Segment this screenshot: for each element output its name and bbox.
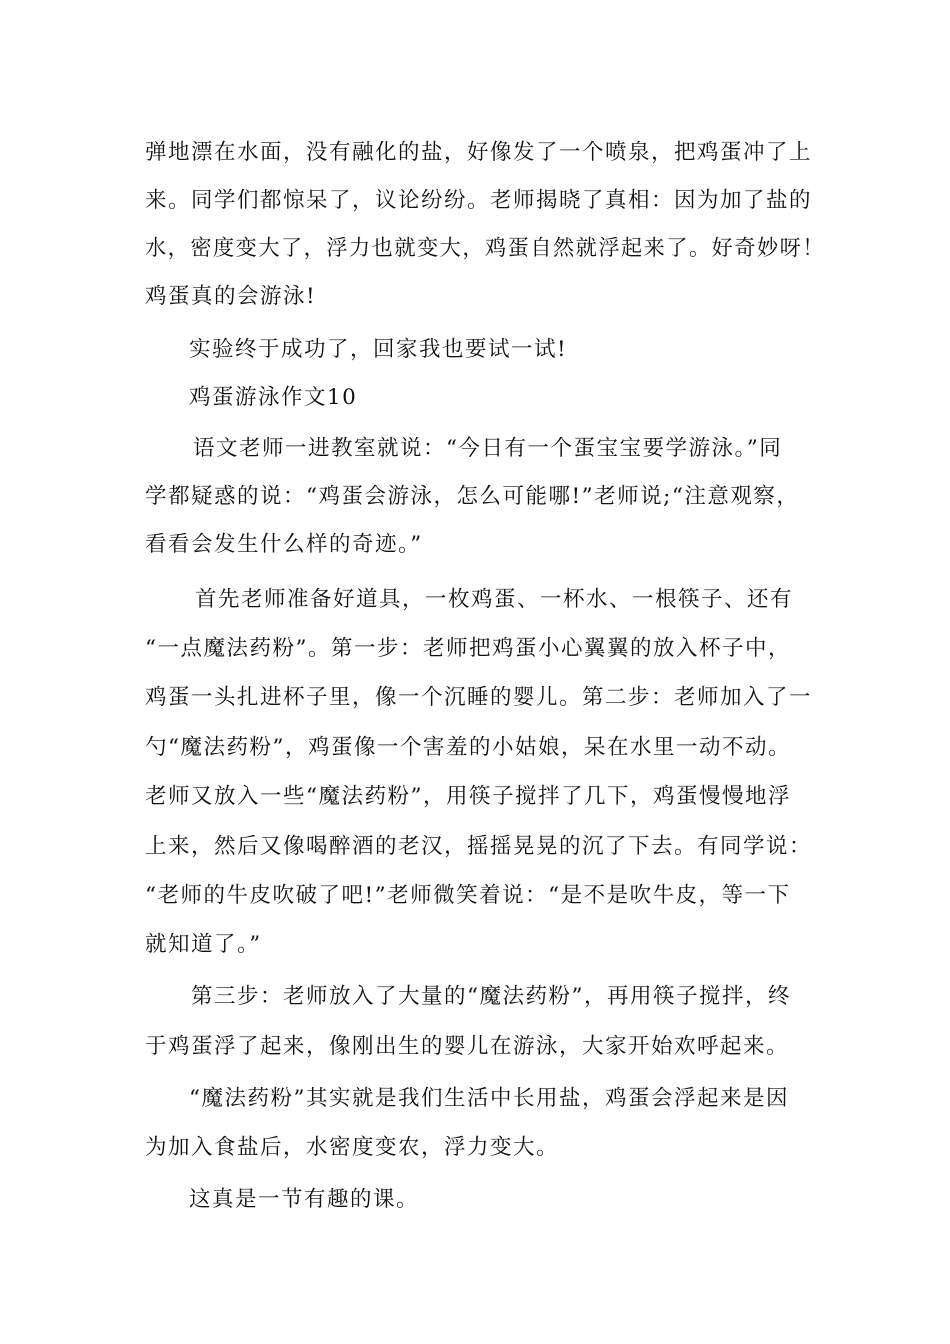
text-line: 第三步：老师放入了大量的“魔法药粉”，再用筷子搅拌，终 bbox=[191, 984, 791, 1009]
text-line: 于鸡蛋浮了起来，像刚出生的婴儿在游泳，大家开始欢呼起来。 bbox=[145, 1034, 790, 1059]
text-line: 水，密度变大了，浮力也就变大，鸡蛋自然就浮起来了。好奇妙呀！ bbox=[145, 236, 826, 261]
text-line: 为加入食盐后，水密度变农，浮力变大。 bbox=[145, 1135, 560, 1160]
text-line: 学都疑惑的说：“鸡蛋会游泳，怎么可能哪!”老师说;“注意观察， bbox=[145, 484, 800, 509]
text-line: 首先老师准备好道具，一枚鸡蛋、一杯水、一根筷子、还有 bbox=[195, 587, 794, 612]
text-line: 上来，然后又像喝醉酒的老汉，摇摇晃晃的沉了下去。有同学说： bbox=[145, 834, 813, 859]
text-line: 勺“魔法药粉”，鸡蛋像一个害羞的小姑娘，呆在水里一动不动。 bbox=[145, 735, 791, 760]
text-line: 语文老师一进教室就说：“今日有一个蛋宝宝要学游泳。”同 bbox=[193, 436, 783, 461]
text-line: 这真是一节有趣的课。 bbox=[189, 1187, 420, 1212]
text-line: “魔法药粉”其实就是我们生活中长用盐，鸡蛋会浮起来是因 bbox=[189, 1086, 789, 1111]
text-line: 实验终于成功了，回家我也要试一试! bbox=[189, 337, 568, 362]
text-line: “老师的牛皮吹破了吧!”老师微笑着说：“是不是吹牛皮，等一下 bbox=[145, 883, 791, 908]
text-line: “一点魔法药粉”。第一步：老师把鸡蛋小心翼翼的放入杯子中， bbox=[145, 636, 791, 661]
text-line: 弹地漂在水面，没有融化的盐，好像发了一个喷泉，把鸡蛋冲了上 bbox=[145, 140, 813, 165]
text-line: 看看会发生什么样的奇迹。” bbox=[145, 532, 423, 557]
text-line: 来。同学们都惊呆了，议论纷纷。老师揭晓了真相：因为加了盐的 bbox=[145, 188, 813, 213]
section-heading: 鸡蛋游泳作文10 bbox=[189, 385, 358, 410]
text-line: 鸡蛋真的会游泳! bbox=[145, 284, 317, 309]
text-line: 鸡蛋一头扎进杯子里，像一个沉睡的婴儿。第二步：老师加入了一 bbox=[145, 685, 813, 710]
text-line: 就知道了。” bbox=[145, 932, 262, 957]
text-line: 老师又放入一些“魔法药粉”，用筷子搅拌了几下，鸡蛋慢慢地浮 bbox=[145, 784, 791, 809]
